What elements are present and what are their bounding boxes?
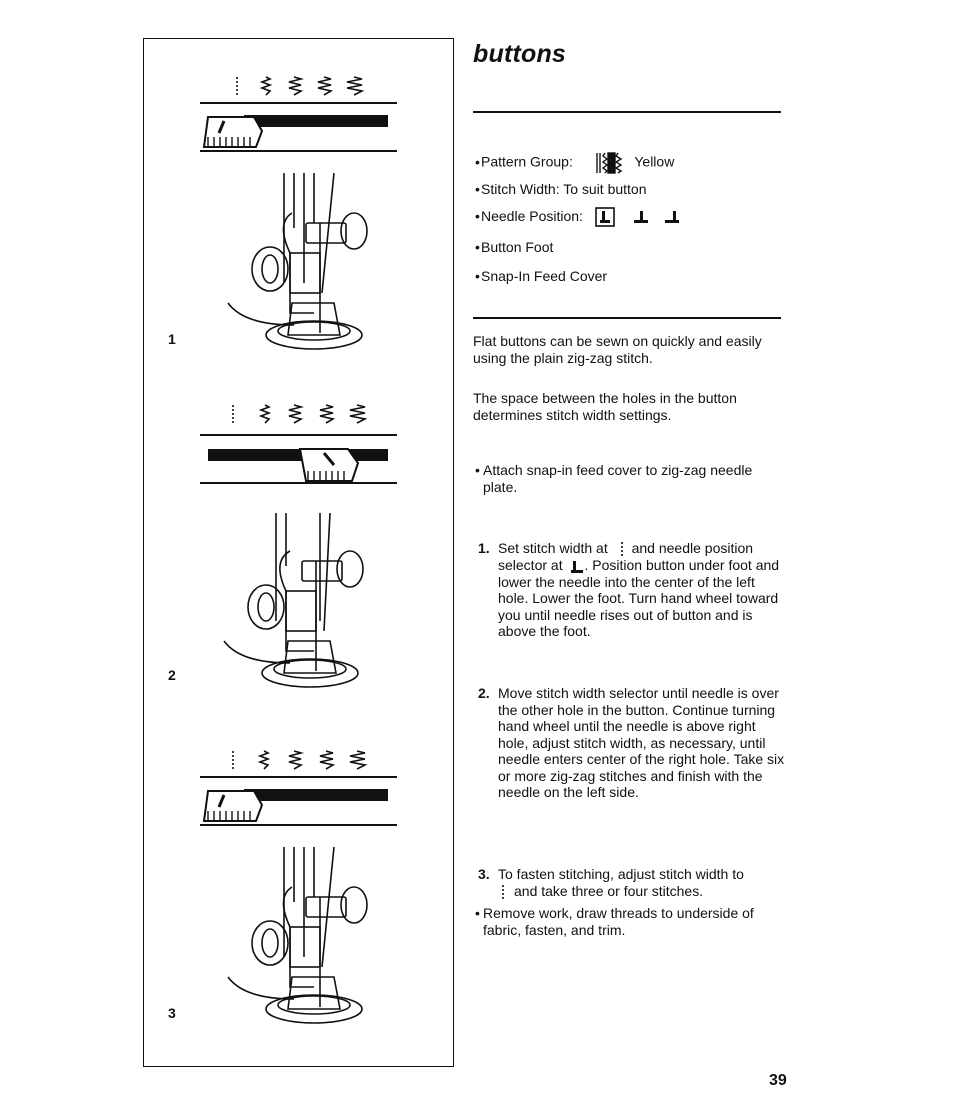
figure-1 [144, 73, 455, 383]
page-number: 39 [769, 1072, 787, 1089]
stitch-width-scale-icon [237, 77, 362, 95]
stitch-width-slider-icon [200, 789, 397, 825]
bullet-item: • Attach snap-in feed cover to zig-zag needle plate. [475, 462, 787, 495]
spec-text: Button Foot [481, 239, 554, 255]
spec-foot: •Button Foot [475, 239, 554, 255]
figure-number: 1 [168, 331, 176, 347]
step-3 [478, 866, 786, 900]
bullet-text: Attach snap-in feed cover to zig-zag needle plate. [483, 462, 753, 495]
step-text: Set stitch width at and needle position selector at . Position button under foot and lower the needle into the center of the left hole. Lower the foot. Turn hand wheel toward you until needle rises out of button and is above the foot. [498, 540, 780, 640]
bullet-text: Remove work, draw threads to underside of fabric, fasten, and trim. [483, 905, 754, 938]
needle-center-icon [634, 211, 648, 223]
bullet-item: • Remove work, draw threads to underside of fabric, fasten, and trim. [475, 905, 787, 938]
illustration-figure-1 [144, 73, 455, 383]
spec-pattern-group: •Pattern Group: Yellow [475, 151, 674, 175]
spec-text: Snap-In Feed Cover [481, 268, 608, 284]
illustration-figure-2 [144, 401, 455, 721]
stitch-width-scale-icon [233, 405, 365, 423]
pattern-group-icon [595, 151, 623, 175]
needle-right-icon [665, 211, 679, 223]
straight-stitch-icon [617, 541, 627, 557]
straight-stitch-icon [498, 884, 508, 900]
needle-position-icons [595, 207, 685, 227]
spec-stitch-width: •Stitch Width: To suit button [475, 181, 647, 197]
figure-2 [144, 401, 455, 721]
figure-number: 3 [168, 1005, 176, 1021]
step-1 [478, 540, 786, 640]
figure-3 [144, 747, 455, 1057]
intro-paragraph: Flat buttons can be sewn on quickly and easily using the plain zig-zag stitch. [473, 333, 762, 366]
needle-left-icon [596, 208, 614, 226]
intro-paragraph: The space between the holes in the button determines stitch width settings. [473, 390, 737, 423]
figure-number: 2 [168, 667, 176, 683]
presser-foot-icon [228, 847, 367, 1023]
step-number: 2. [478, 685, 490, 701]
divider [473, 317, 781, 319]
page-title: buttons [473, 40, 567, 68]
spec-text: Stitch Width: To suit button [481, 181, 647, 197]
step-text: Move stitch width selector until needle is over the other hole in the button. Continue turning hand wheel until the needle is above right hole, adjust stitch width, as necessary, until needle enters center of the right hole. Take six or more zig-zag stitches and finish with the needle on the left side. [498, 685, 785, 800]
spec-cover: •Snap-In Feed Cover [475, 268, 608, 284]
stitch-width-slider-icon [200, 115, 397, 151]
presser-foot-icon [228, 173, 367, 349]
stitch-width-slider-icon [200, 449, 397, 483]
divider [473, 111, 781, 113]
illustration-frame [143, 38, 454, 1067]
step-number: 3. [478, 866, 490, 882]
step-2 [478, 685, 786, 801]
step-number: 1. [478, 540, 490, 556]
step-text: To fasten stitching, adjust stitch width to and take three or four stitches. [498, 866, 744, 899]
needle-left-icon [570, 560, 584, 574]
spec-needle-position: •Needle Position: [475, 207, 685, 227]
presser-foot-icon [224, 513, 363, 687]
stitch-width-scale-icon [233, 751, 365, 769]
spec-value: Yellow [634, 153, 675, 170]
spec-label: Needle Position: [481, 208, 583, 224]
illustration-figure-3 [144, 747, 455, 1057]
spec-label: Pattern Group: [481, 153, 573, 170]
